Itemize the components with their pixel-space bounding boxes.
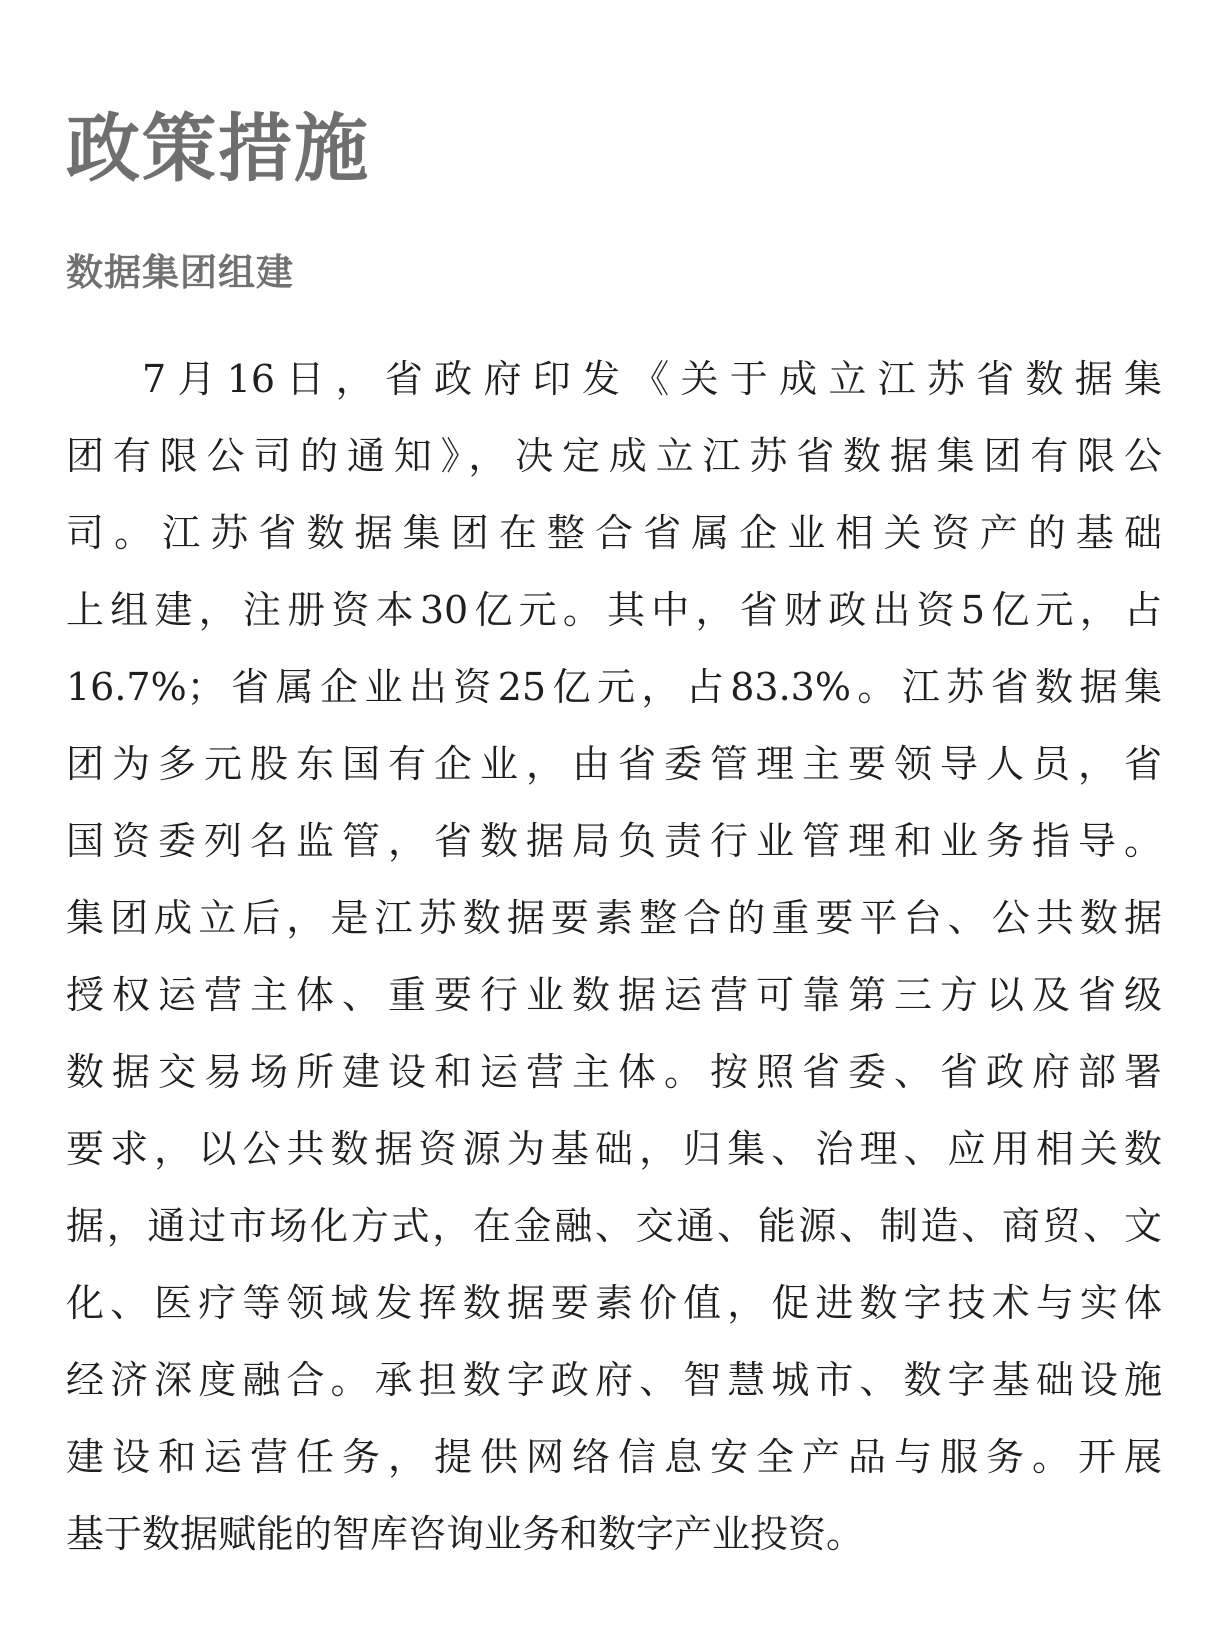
paragraph-line: 经济深度融合。承担数字政府、智慧城市、数字基础设施 [66, 1358, 1162, 1402]
paragraph-line: 16.7%；省属企业出资25亿元，占83.3%。江苏省数据集 [66, 665, 1162, 709]
paragraph-line: 集团成立后，是江苏数据要素整合的重要平台、公共数据 [66, 896, 1162, 940]
paragraph-line: 建设和运营任务，提供网络信息安全产品与服务。开展 [66, 1435, 1162, 1479]
paragraph-line: 化、医疗等领域发挥数据要素价值，促进数字技术与实体 [66, 1281, 1162, 1325]
section-subtitle: 数据集团组建 [66, 251, 294, 294]
paragraph-line: 授权运营主体、重要行业数据运营可靠第三方以及省级 [66, 973, 1162, 1017]
paragraph-line: 数据交易场所建设和运营主体。按照省委、省政府部署 [66, 1050, 1162, 1094]
paragraph-line: 7月16日，省政府印发《关于成立江苏省数据集 [142, 357, 1162, 401]
page-title: 政策措施 [66, 106, 370, 192]
paragraph-line: 团为多元股东国有企业，由省委管理主要领导人员，省 [66, 742, 1162, 786]
paragraph-line: 上组建，注册资本30亿元。其中，省财政出资5亿元，占 [66, 588, 1162, 632]
paragraph-line: 基于数据赋能的智库咨询业务和数字产业投资。 [66, 1512, 865, 1556]
paragraph-line: 团有限公司的通知》，决定成立江苏省数据集团有限公 [66, 434, 1162, 478]
paragraph-line: 司。江苏省数据集团在整合省属企业相关资产的基础 [66, 511, 1162, 555]
body-paragraph [66, 350, 1162, 1582]
paragraph-line: 据，通过市场化方式，在金融、交通、能源、制造、商贸、文 [66, 1204, 1162, 1248]
paragraph-line: 要求，以公共数据资源为基础，归集、治理、应用相关数 [66, 1127, 1162, 1171]
paragraph-line: 国资委列名监管，省数据局负责行业管理和业务指导。 [66, 819, 1162, 863]
